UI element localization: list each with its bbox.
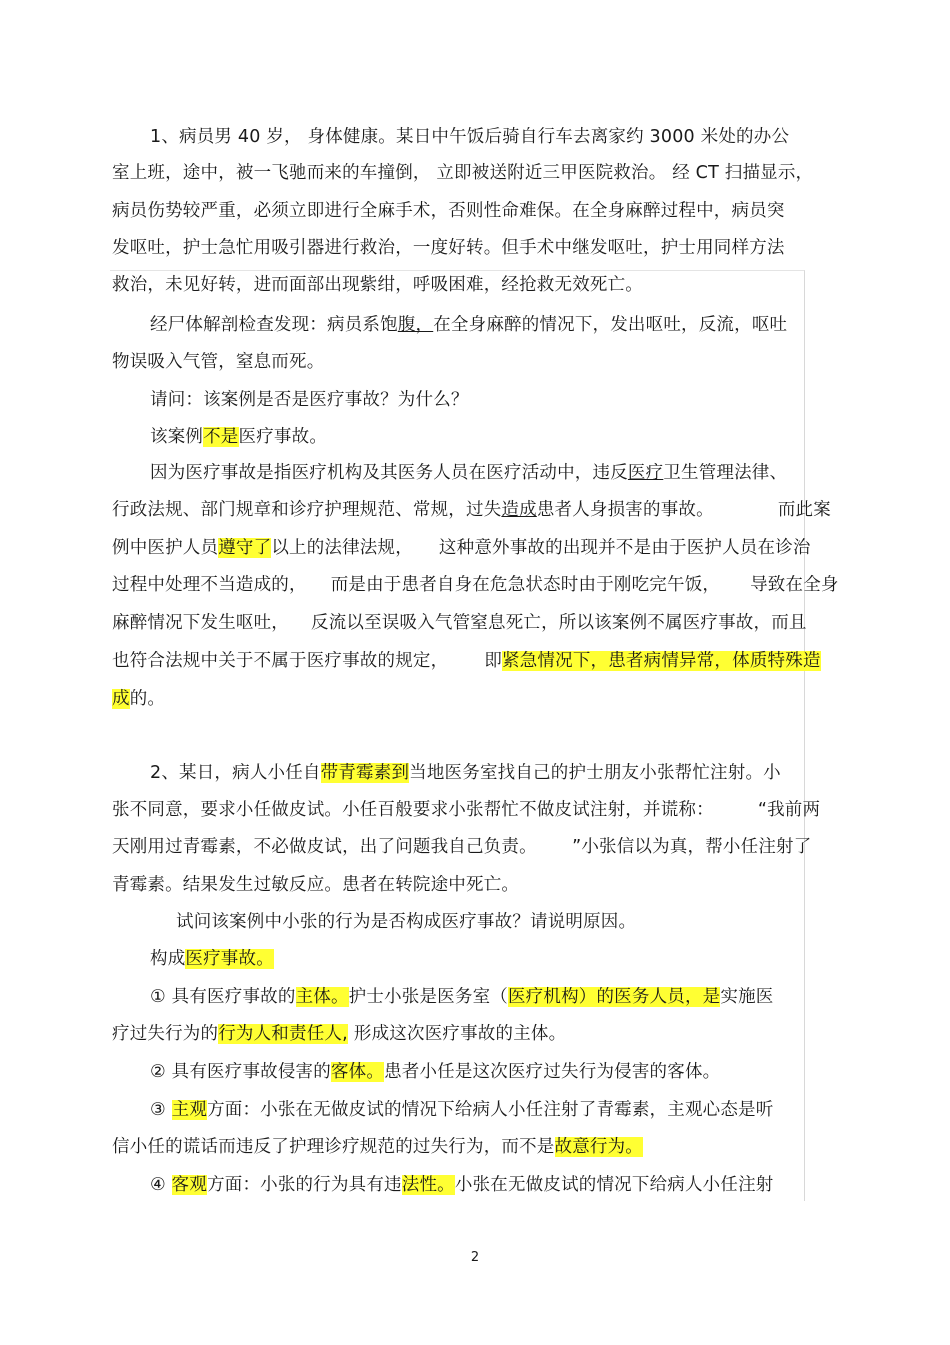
highlighted-text: 故意行为。 — [554, 1137, 643, 1157]
highlighted-text: 主体。 — [295, 987, 349, 1007]
case1-line-1: 1、病员男 40 岁， 身体健康。某日中午饭后骑自行车去离家约 3000 米处的办公 — [150, 127, 790, 147]
text-span: 护士小张是医务室（ — [348, 987, 508, 1007]
text-span: 小张在无做皮试的情况下给病人小任注射 — [454, 1175, 774, 1195]
text-span: ”小张信以为真，帮小任注射了 — [572, 837, 812, 857]
text-span: 形成这次医疗事故的主体。 — [353, 1024, 567, 1044]
text-span: 经尸体解剖检查发现：病员系饱 — [150, 315, 398, 335]
case2-point-4 — [150, 1172, 890, 1198]
text-span: 过程中处理不当造成的， — [112, 575, 307, 595]
text-span: 而是由于患者自身在危急状态时由于刚吃完午饭， — [330, 575, 721, 595]
case2-point-1-line-2 — [112, 1021, 852, 1047]
highlighted-text: 主观 — [171, 1100, 208, 1120]
underlined-text: 腹， — [397, 315, 434, 335]
case1-line-5: 救治，未见好转，进而面部出现紫绀，呼吸困难，经抢救无效死亡。 — [112, 275, 643, 295]
case1-reason-line-1 — [150, 460, 890, 486]
highlighted-text: 紧急情况下，患者病情异常，体质特殊造 — [502, 651, 821, 671]
text-span: 该案例 — [150, 427, 204, 447]
text-span: 方面：小张在无做皮试的情况下给病人小任注射了青霉素，主观心态是听 — [207, 1100, 774, 1120]
highlighted-text: 带青霉素到 — [320, 763, 410, 783]
case1-line-2: 室上班，途中，被一飞驰而来的车撞倒， 立即被送附近三甲医院救治。 经 CT 扫描显示， — [112, 163, 814, 183]
case2-question: 试问该案例中小张的行为是否构成医疗事故？请说明原因。 — [176, 912, 637, 932]
highlighted-text: 医疗机构）的医务人员，是 — [507, 987, 721, 1007]
text-span: 反流以至误吸入气管窒息死亡，所以该案例不属医疗事故，而且 — [311, 613, 807, 633]
text-span: ④ — [150, 1175, 172, 1195]
text-span: 当地医务室找自己的护士朋友小张帮忙注射。小 — [409, 763, 781, 783]
text-span: 患者人身损害的事故。 — [536, 500, 714, 520]
text-span: 方面：小张的行为具有违 — [207, 1175, 402, 1195]
highlighted-text: 不是 — [203, 427, 239, 447]
underlined-text: 医疗 — [627, 463, 664, 483]
case1-line-4: 发呕吐，护士急忙用吸引器进行救治，一度好转。但手术中继发呕吐，护士用同样方法 — [112, 238, 785, 258]
text-span: 即 — [484, 651, 503, 671]
case1-answer — [150, 424, 890, 450]
case2-answer — [150, 946, 890, 972]
text-span: ② 具有医疗事故侵害的 — [150, 1062, 331, 1082]
highlighted-text: 法性。 — [401, 1175, 455, 1195]
text-span: “我前两 — [757, 800, 821, 820]
text-span: 的。 — [129, 689, 166, 709]
case1-reason-line-2 — [112, 497, 852, 523]
text-span: 医疗事故。 — [238, 427, 328, 447]
text-span: ① 具有医疗事故的 — [150, 987, 296, 1007]
text-span: 实施医 — [720, 987, 774, 1007]
text-span: 这种意外事故的出现并不是由于医护人员在诊治 — [438, 538, 811, 558]
case2-line-3 — [112, 834, 852, 860]
case1-line-3: 病员伤势较严重，必须立即进行全麻手术，否则性命难保。在全身麻醉过程中，病员突 — [112, 201, 785, 221]
case2-line-2 — [112, 797, 852, 823]
text-span: 行政法规、部门规章和诊疗护理规范、常规，过失 — [112, 500, 502, 520]
case2-point-3-line-2 — [112, 1134, 852, 1160]
text-span: 构成 — [150, 949, 186, 969]
text-span: 麻醉情况下发生呕吐， — [112, 613, 289, 633]
highlighted-text: 责任人, — [289, 1024, 348, 1044]
case1-line-7: 物误吸入气管，窒息而死。 — [112, 352, 325, 372]
case2-line-1 — [150, 760, 890, 786]
case2-point-2 — [150, 1059, 890, 1085]
highlighted-text: 客体。 — [330, 1062, 385, 1082]
text-span: 信小任的谎话而违反了护理诊疗规范的过失行为，而不是 — [112, 1137, 555, 1157]
underlined-text: 造成 — [501, 500, 537, 520]
highlighted-text: 客观 — [171, 1175, 208, 1195]
text-span: 患者小任是这次医疗过失行为侵害的客体。 — [384, 1062, 721, 1082]
text-span: 而此案 — [777, 500, 831, 520]
case2-line-4: 青霉素。结果发生过敏反应。患者在转院途中死亡。 — [112, 875, 520, 895]
case2-point-3-line-1 — [150, 1097, 890, 1123]
text-span: 以上的法律法规， — [271, 538, 413, 558]
case1-reason-line-7 — [112, 686, 852, 712]
case1-reason-line-4 — [112, 572, 852, 598]
case1-question: 请问：该案例是否是医疗事故？为什么？ — [150, 390, 469, 410]
highlighted-text: 医疗事故。 — [185, 949, 274, 969]
case1-autopsy-line — [150, 312, 890, 338]
case1-reason-line-5 — [112, 610, 852, 636]
text-span: 卫生管理法律、 — [663, 463, 788, 483]
text-span: 例中医护人员 — [112, 538, 219, 558]
text-span: 张不同意，要求小任做皮试。小任百般要求小张帮忙不做皮试注射，并谎称： — [112, 800, 714, 820]
text-span: 2、某日，病人小任自 — [150, 763, 321, 783]
text-span: 导致在全身 — [750, 575, 839, 595]
text-span: 因为医疗事故是指医疗机构及其医务人员在医疗活动中，违反 — [150, 463, 628, 483]
text-span: 天刚用过青霉素，不必做皮试，出了问题我自己负责。 — [112, 837, 529, 857]
text-span: ③ — [150, 1100, 172, 1120]
text-span: 在全身麻醉的情况下，发出呕吐，反流，呕吐 — [433, 315, 788, 335]
text-span: 疗过失行为的 — [112, 1024, 219, 1044]
case1-reason-line-6 — [112, 648, 852, 674]
highlighted-text: 遵守了 — [218, 538, 272, 558]
page-number: 2 — [470, 1250, 480, 1265]
highlighted-text: 行为人和 — [218, 1024, 290, 1044]
text-span: 也符合法规中关于不属于医疗事故的规定， — [112, 651, 449, 671]
case1-reason-line-3 — [112, 535, 852, 561]
highlighted-text: 成 — [112, 689, 130, 709]
case2-point-1-line-1 — [150, 984, 890, 1010]
